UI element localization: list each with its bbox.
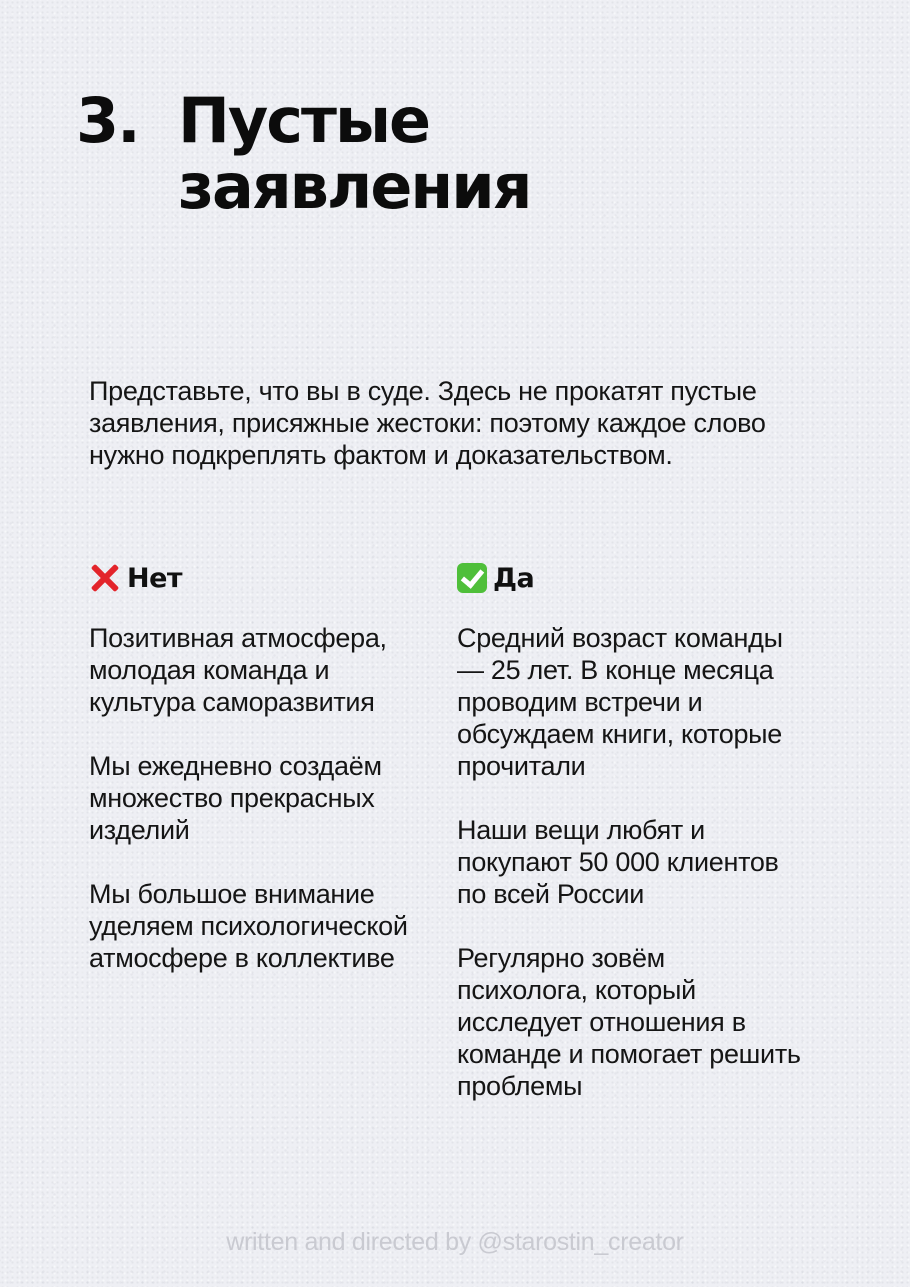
column-no-header [89, 558, 434, 598]
list-item-no-3: Мы большое внимание уделяем психологической атмосфере в коллективе [89, 879, 408, 973]
cross-mark-icon [89, 562, 121, 594]
footer-credit: written and directed by @starostin_creator [226, 1228, 684, 1256]
intro-paragraph: Представьте, что вы в суде. Здесь не прокатят пустые заявления, присяжные жестоки: поэтому каждое слово нужно подкреплять фактом и доказательством. [89, 376, 766, 470]
page-heading [76, 84, 738, 223]
check-mark-icon [457, 563, 487, 593]
column-yes-header [457, 558, 802, 598]
column-yes [457, 558, 802, 1134]
heading-number: 3. [76, 84, 139, 157]
column-no-label: Нет [127, 562, 183, 594]
list-item-yes-2: Наши вещи любят и покупают 50 000 клиентов по всей России [457, 815, 779, 909]
column-no [89, 558, 434, 1006]
page-title: Пустые заявления [178, 84, 531, 223]
list-item-no-2: Мы ежедневно создаём множество прекрасных изделий [89, 751, 382, 845]
column-yes-label: Да [493, 562, 535, 594]
list-item-yes-3: Регулярно зовём психолога, который исследует отношения в команде и помогает решить проблемы [457, 943, 801, 1101]
list-item-no-1: Позитивная атмосфера, молодая команда и культура саморазвития [89, 623, 387, 717]
list-item-yes-1: Средний возраст команды — 25 лет. В конце месяца проводим встречи и обсуждаем книги, которые прочитали [457, 623, 783, 781]
